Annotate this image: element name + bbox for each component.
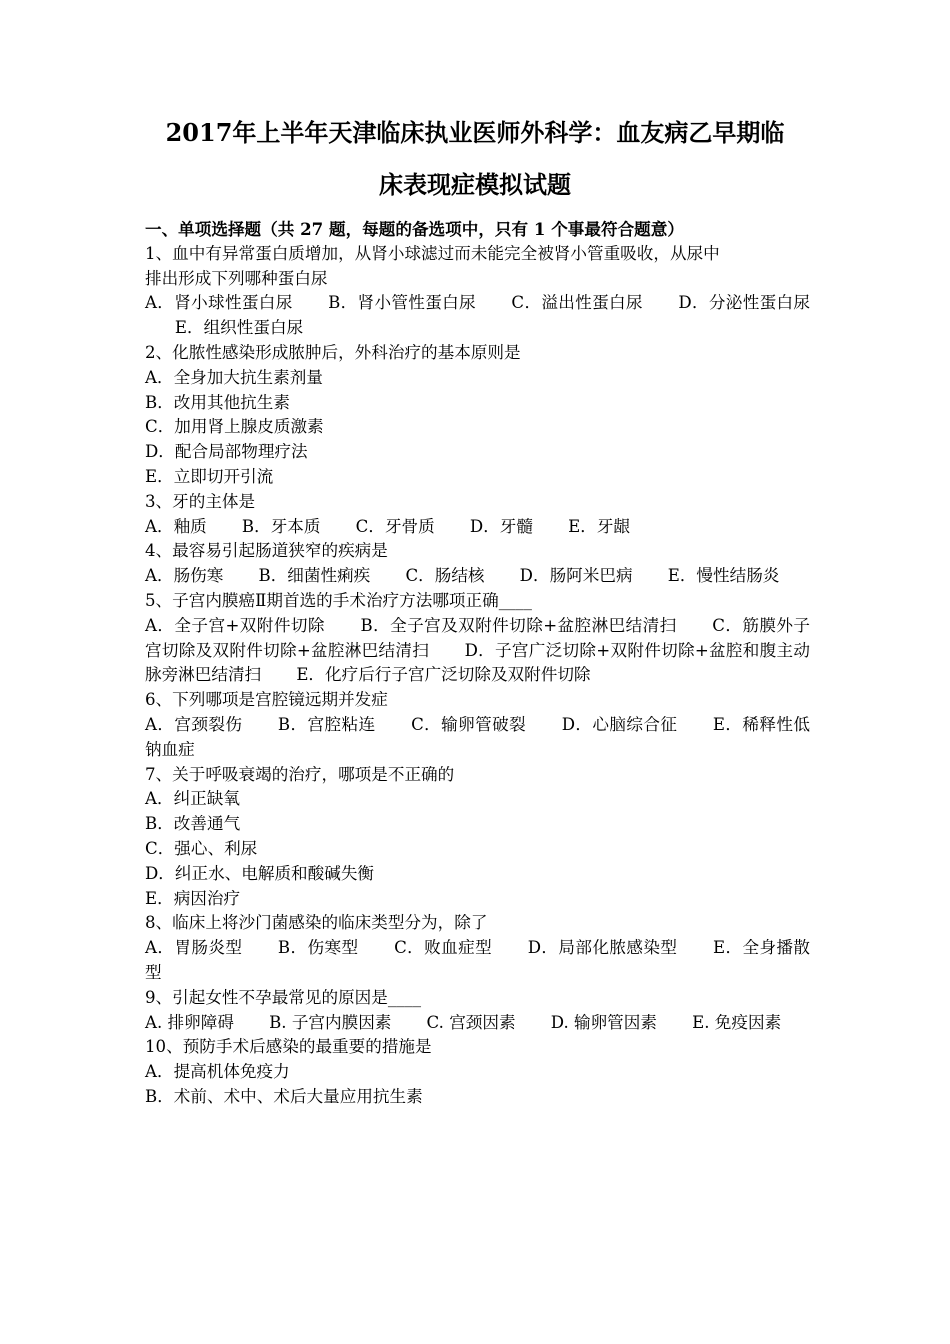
- option-d: D. 输卵管因素: [550, 1012, 657, 1032]
- document-title-line-1: 2017年上半年天津临床执业医师外科学：血友病乙早期临: [165, 118, 785, 147]
- option-e: E．化疗后行子宫广泛切除及双附件切除: [296, 665, 591, 685]
- option-d: D．子宫广泛切除+双附件切除+盆腔和腹主动脉旁淋巴结清扫: [145, 640, 810, 685]
- option-e: E．稀释性低钠血症: [145, 714, 811, 759]
- option-c: C．加用肾上腺皮质激素: [145, 417, 324, 437]
- question-stem: 10、预防手术后感染的最重要的措施是: [145, 1037, 432, 1057]
- question-stem: 5、子宫内膜癌Ⅱ期首选的手术治疗方法哪项正确____: [145, 590, 532, 610]
- question-stem: 1、血中有异常蛋白质增加，从肾小球滤过而未能完全被肾小管重吸收，从尿中: [145, 243, 720, 263]
- option-group: [145, 713, 810, 763]
- option-group: [145, 614, 810, 688]
- option-group: [145, 515, 810, 540]
- question-stem: 8、临床上将沙门菌感染的临床类型分为，除了: [145, 913, 488, 933]
- question-stem: 4、最容易引起肠道狭窄的疾病是: [145, 541, 388, 561]
- option-c: C．筋膜外子宫切除及双附件切除+盆腔淋巴结清扫: [145, 615, 811, 660]
- question-7: [145, 763, 810, 912]
- option-a: A．全身加大抗生素剂量: [145, 367, 323, 387]
- option-a: A．提高机体免疫力: [145, 1062, 290, 1082]
- option-a: A．肠伤寒: [145, 566, 224, 586]
- option-a: A．胃肠炎型: [145, 938, 243, 958]
- option-d: D．局部化脓感染型: [527, 938, 678, 958]
- question-3: [145, 490, 810, 540]
- option-group: [145, 1011, 810, 1036]
- question-stem: 3、牙的主体是: [145, 491, 256, 511]
- option-c: C．肠结核: [405, 566, 485, 586]
- option-e: E．病因治疗: [145, 888, 241, 908]
- option-d: D．心脑综合征: [561, 714, 678, 734]
- option-b: B．术前、术中、术后大量应用抗生素: [145, 1086, 423, 1106]
- question-stem: 7、关于呼吸衰竭的治疗，哪项是不正确的: [145, 764, 455, 784]
- option-group: [145, 564, 810, 589]
- question-2: [145, 341, 810, 490]
- question-8: [145, 911, 810, 985]
- option-e: E．慢性结肠炎: [667, 566, 780, 586]
- option-b: B．改用其他抗生素: [145, 392, 290, 412]
- question-10: [145, 1035, 810, 1109]
- option-c: C．溢出性蛋白尿: [511, 293, 643, 313]
- option-c: C．败血症型: [394, 938, 493, 958]
- option-b: B．改善通气: [145, 814, 241, 834]
- question-stem: 9、引起女性不孕最常见的原因是____: [145, 987, 422, 1007]
- option-e: E．全身播散型: [145, 938, 811, 982]
- option-c: C．强心、利尿: [145, 838, 258, 858]
- option-b: B．宫腔粘连: [277, 714, 376, 734]
- option-c: C．输卵管破裂: [411, 714, 527, 734]
- question-9: [145, 986, 810, 1036]
- option-b: B．伤寒型: [277, 938, 359, 958]
- option-d: D．配合局部物理疗法: [145, 442, 308, 462]
- question-stem: 6、下列哪项是宫腔镜远期并发症: [145, 690, 388, 710]
- option-a: A．全子宫+双附件切除: [145, 615, 325, 635]
- option-d: D．肠阿米巴病: [519, 566, 633, 586]
- option-e: E．牙龈: [568, 516, 631, 536]
- option-b: B．肾小管性蛋白尿: [328, 293, 476, 313]
- document-title-line-2: 床表现症模拟试题: [379, 170, 571, 199]
- option-group: [145, 291, 810, 341]
- option-d: D．牙髓: [469, 516, 533, 536]
- option-b: B．全子宫及双附件切除+盆腔淋巴结清扫: [360, 615, 677, 635]
- option-e: E. 免疫因素: [692, 1012, 782, 1032]
- question-stem: 排出形成下列哪种蛋白尿: [145, 268, 328, 288]
- option-b: B. 子宫内膜因素: [269, 1012, 392, 1032]
- option-d: D．纠正水、电解质和酸碱失衡: [145, 863, 375, 883]
- option-a: A. 排卵障碍: [145, 1012, 234, 1032]
- option-a: A．肾小球性蛋白尿: [145, 293, 293, 313]
- question-6: [145, 688, 810, 762]
- option-a: A．釉质: [145, 516, 207, 536]
- question-stem: 2、化脓性感染形成脓肿后，外科治疗的基本原则是: [145, 342, 521, 362]
- question-4: [145, 539, 810, 589]
- option-d: D．分泌性蛋白尿: [678, 293, 811, 313]
- option-e: E．立即切开引流: [145, 466, 274, 486]
- option-c: C. 宫颈因素: [426, 1012, 516, 1032]
- option-a: A．宫颈裂伤: [145, 714, 243, 734]
- option-b: B．牙本质: [241, 516, 321, 536]
- option-a: A．纠正缺氧: [145, 789, 240, 809]
- option-c: C．牙骨质: [355, 516, 435, 536]
- question-list: [145, 217, 810, 1110]
- option-b: B．细菌性痢疾: [258, 566, 371, 586]
- section-heading: 一、单项选择题（共 27 题，每题的备选项中，只有 1 个事最符合题意）: [145, 219, 684, 239]
- question-1: [145, 242, 810, 341]
- option-group: [145, 936, 810, 986]
- question-5: [145, 589, 810, 688]
- option-e: E．组织性蛋白尿: [174, 318, 304, 338]
